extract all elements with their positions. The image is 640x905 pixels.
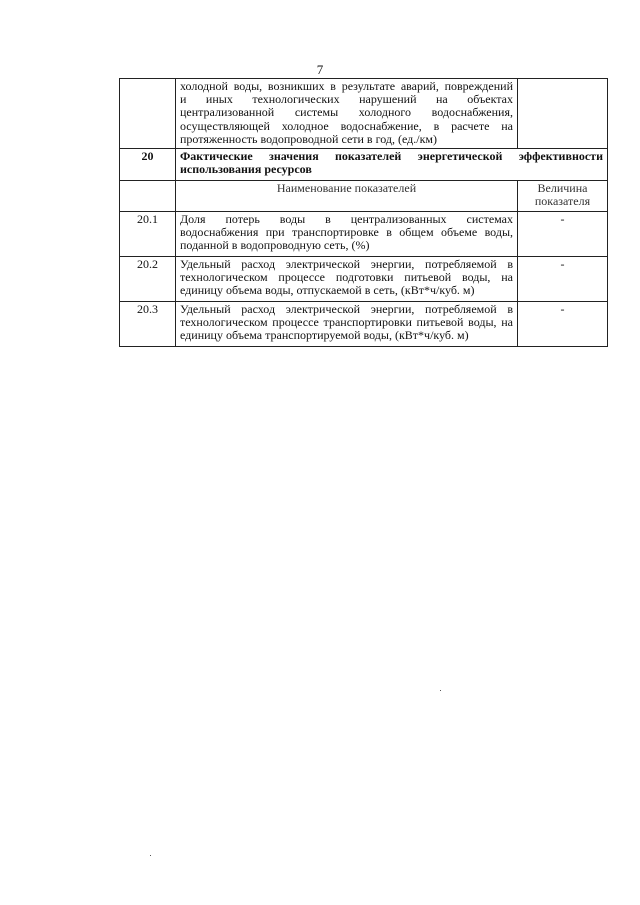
text-line: Удельный расход электрической энергии, потребляемой в xyxy=(180,302,513,316)
scan-speck xyxy=(150,855,151,856)
section-title-line: использования ресурсов xyxy=(180,162,312,177)
row-text xyxy=(176,257,518,302)
header-value xyxy=(518,181,608,212)
row-number: 20.1 xyxy=(120,212,176,257)
section-row xyxy=(120,149,608,181)
carry-over-row xyxy=(120,79,608,149)
carry-over-value-cell xyxy=(518,79,608,149)
row-number: 20.3 xyxy=(120,302,176,347)
carry-over-num-cell xyxy=(120,79,176,149)
indicators-table xyxy=(119,78,608,347)
text-line: Удельный расход электрической энергии, потребляемой в xyxy=(180,257,513,271)
text-line: протяженность водопроводной сети в год, (ед./км) xyxy=(180,131,438,146)
text-line: Доля потерь воды в централизованных системах xyxy=(180,212,513,226)
text-line: и иных технологических нарушений на объектах xyxy=(180,92,513,107)
row-text xyxy=(176,302,518,347)
table-row xyxy=(120,302,608,347)
text-line: единицу объема воды, отпускаемой в сеть, (кВт*ч/куб. м) xyxy=(180,283,475,298)
text-line: осуществляющей холодное водоснабжение, в расчете на xyxy=(180,118,513,133)
row-value: - xyxy=(518,212,608,257)
text-line: поданной в водопроводную сеть, (%) xyxy=(180,238,370,253)
scan-speck xyxy=(440,690,441,691)
header-name: Наименование показателей xyxy=(176,181,518,212)
text-line: централизованной системы холодного водоснабжения, xyxy=(180,105,513,120)
header-num-cell xyxy=(120,181,176,212)
row-number: 20.2 xyxy=(120,257,176,302)
text-line: технологическом процессе транспортировки питьевой воды, на xyxy=(180,315,513,330)
page-number: 7 xyxy=(316,62,324,77)
text-line: водоснабжения при транспортировке в общем объеме воды, xyxy=(180,225,513,240)
carry-over-text xyxy=(176,79,518,149)
row-value: - xyxy=(518,257,608,302)
header-row xyxy=(120,181,608,212)
text-line: единицу объема транспортируемой воды, (кВт*ч/куб. м) xyxy=(180,328,469,343)
section-title-line: Фактические значения показателей энергетической эффективности xyxy=(180,149,603,163)
text-line: технологическом процессе подготовки питьевой воды, на xyxy=(180,270,513,285)
section-number: 20 xyxy=(120,149,176,181)
row-text xyxy=(176,212,518,257)
section-title xyxy=(176,149,608,181)
header-value-line: Величина xyxy=(537,181,588,195)
row-value: - xyxy=(518,302,608,347)
text-line: холодной воды, возникших в результате аварий, повреждений xyxy=(180,79,513,93)
table-row xyxy=(120,257,608,302)
header-value-line: показателя xyxy=(534,194,591,209)
table-row xyxy=(120,212,608,257)
